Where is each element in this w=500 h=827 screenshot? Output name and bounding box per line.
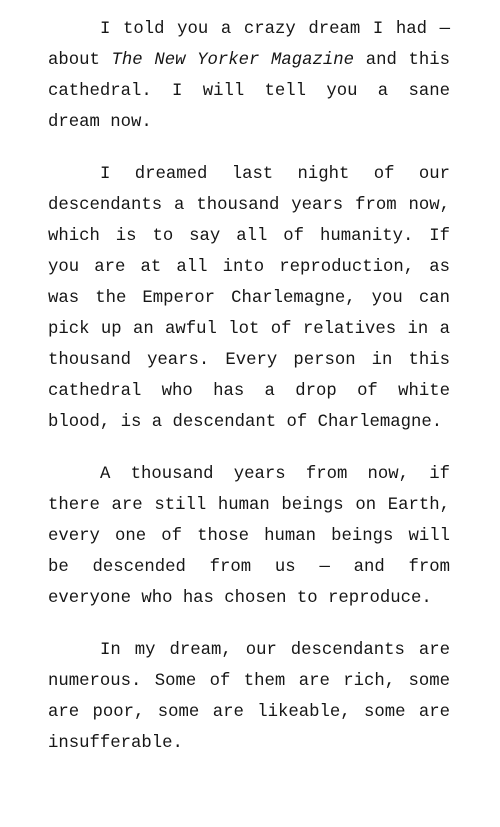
paragraph-my-dream: In my dream, our descendants are numerous. Some of them are rich, some are poor, some are likeable, some are insufferable. [48, 641, 450, 753]
magazine-title: The New Yorker Magazine [111, 51, 355, 70]
paragraph-1-tail-text: and this cathedral. I will tell you a sane dream now. [48, 51, 450, 132]
paragraph-1-lead-text: I told you a crazy dream I had — about [48, 20, 450, 70]
paragraph-descendants: I dreamed last night of our descendants a thousand years from now, which is to say all of humanity. If you are at all into reproduction, as was the Emperor Charlemagne, you can pick up an awful lot of relatives in a thousand years. Every person in this cathedral who has a drop of white blood, is a descendant of Charlemagne. [48, 165, 450, 432]
paragraph-thousand-years: A thousand years from now, if there are still human beings on Earth, every one of those human beings will be descended from us — and from everyone who has chosen to reproduce. [48, 465, 450, 608]
paragraph-crazy-dream [48, 14, 450, 138]
